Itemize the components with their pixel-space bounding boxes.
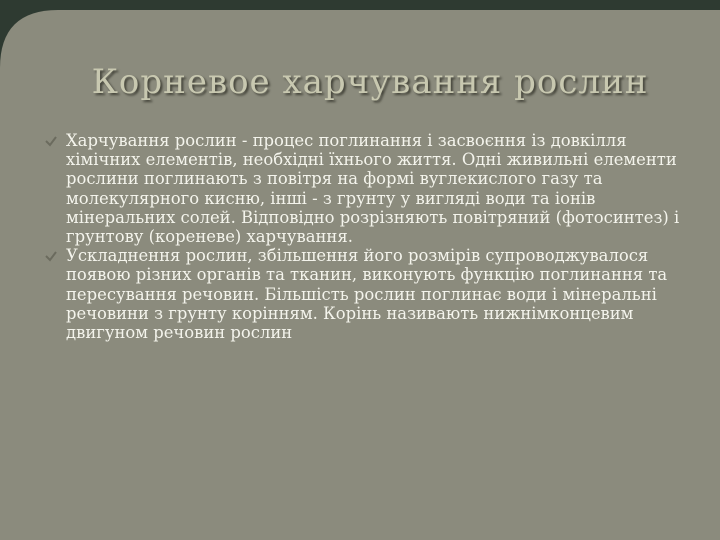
bullet-text: Ускладнення рослин, збільшення його розмірів супроводжувалося появою різних органів та тканин, виконують функцію поглинання та пересування речовин. Більшість рослин поглинає води і мінеральні речовини з грунту корінням. Корінь називають нижнімконцевим двигуном речовин рослин	[66, 246, 668, 343]
bullet-text: Харчування рослин - процес поглинання і засвоєння із довкілля хімічних елементів, необхідні їхнього життя. Одні живильні елементи рослини поглинають з повітря на формі вуглекислого газу та молекулярного кисню, інші - з грунту у вигляді води та іонів мінеральних солей. Відповідно розрізняють повітряний (фотосинтез) і грунтову (кореневе) харчування.	[66, 131, 680, 247]
bullet-item-1	[44, 131, 684, 246]
bullet-list	[44, 131, 684, 342]
slide-title: Корневое харчування рослин	[91, 62, 649, 102]
check-arrow-icon	[44, 249, 58, 263]
bullet-item-2	[44, 246, 684, 342]
check-arrow-icon	[44, 134, 58, 148]
